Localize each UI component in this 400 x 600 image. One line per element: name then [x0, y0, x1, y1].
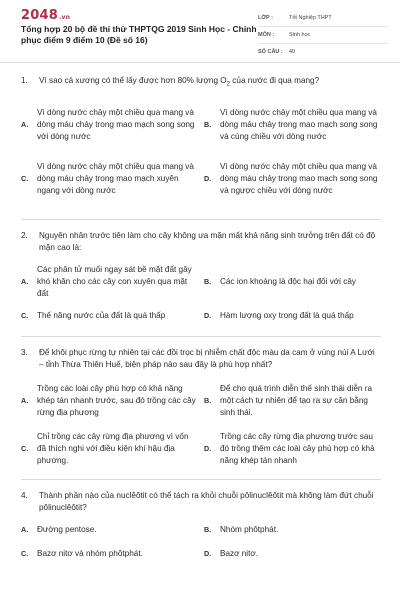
question-number: 4. [21, 490, 28, 500]
question-text-part: Vì sao cá xương có thể lấy được hơn 80% lượng O [39, 76, 227, 85]
option-text: Nhóm phôtphát. [220, 524, 279, 534]
meta-label: SỐ CÂU : [258, 49, 283, 55]
option-text: Thế năng nước của đất là quá thấp [37, 310, 166, 320]
option-b[interactable] [204, 524, 381, 536]
meta-row-subject [258, 27, 388, 44]
option-c[interactable] [21, 306, 198, 326]
option-c[interactable] [21, 429, 198, 469]
option-letter: B. [204, 524, 212, 534]
option-b[interactable] [204, 101, 381, 149]
question-text [39, 75, 381, 91]
option-letter: A. [21, 119, 29, 129]
question-number: 3. [21, 347, 28, 357]
question-2 [21, 230, 381, 337]
exam-meta [258, 10, 388, 60]
option-letter: A. [21, 276, 29, 286]
option-text: Các ion khoáng là độc hại đối với cây [220, 276, 356, 286]
option-letter: B. [204, 276, 212, 286]
question-text: Thành phần nào của nuclêôtit có thể tách ra khỏi chuỗi pôlinuclêôtit mà không làm đứt chuỗi pôlinuclêôtit? [39, 490, 374, 512]
option-text: Trồng các loài cây phù hợp có khả năng khép tán nhanh trước, sau đó trồng các cây rừng địa phương [37, 383, 196, 417]
meta-value: Sinh học [289, 32, 311, 38]
site-logo[interactable] [21, 8, 70, 23]
option-letter: C. [21, 173, 29, 183]
subscript: 2 [226, 81, 231, 88]
option-text: Hàm lượng oxy trong đất là quá thấp [220, 310, 354, 320]
meta-value: 40 [289, 49, 296, 55]
option-text: Đường pentose. [37, 524, 97, 534]
question-text: Để khôi phục rừng tự nhiên tại các đồi trọc bị nhiễm chất độc màu da cam ở vùng núi A Lưới – tỉnh Thừa Thiên Huế, biện pháp nào sau đây là phù hợp nhất? [39, 347, 375, 369]
option-text: Các phân tử muối ngay sát bề mặt đất gây khó khăn cho các cây con xuyên qua mặt đất [37, 264, 192, 298]
option-text: Trồng các cây rừng địa phương trước sau đó trồng thêm các loài cây phù hợp có khả năng khép tán nhanh [220, 431, 375, 465]
option-d[interactable] [204, 306, 381, 326]
option-letter: D. [204, 173, 212, 183]
option-d[interactable] [204, 548, 381, 560]
option-c[interactable] [21, 155, 198, 203]
option-text: Vì dòng nước chảy một chiều qua mang và dòng máu chảy trong mao mạch xuyên ngang với dòng nước [37, 161, 194, 195]
option-letter: D. [204, 310, 212, 320]
option-text: Vì dòng nước chảy một chiều qua mang và dòng máu chảy trong mao mạch song song và ngược chiều với dòng nước [220, 161, 378, 195]
exam-title: Tổng hợp 20 bộ đề thi thử THPTQG 2019 Sinh Học - Chinh phục điểm 9 điểm 10 (Đề số 16) [21, 24, 257, 45]
logo-text: 2048 [21, 8, 58, 23]
meta-value: Tốt Nghiệp THPT [289, 15, 332, 21]
question-1 [21, 75, 381, 220]
option-letter: C. [21, 310, 29, 320]
option-letter: C. [21, 443, 29, 453]
question-4 [21, 490, 381, 560]
option-text: Vì dòng nước chảy một chiều qua mang và dòng máu chảy trong mao mạch song song với dòng nước [37, 107, 195, 141]
question-text-part: của nước đi qua mang? [230, 76, 320, 85]
question-number: 1. [21, 76, 28, 85]
option-text: Vì dòng nước chảy một chiều qua mang và dòng máu chảy trong mao mạch song song và cùng chiều với dòng nước [220, 107, 378, 141]
question-list [0, 75, 400, 560]
option-b[interactable] [204, 381, 381, 421]
option-d[interactable] [204, 155, 381, 203]
question-number: 2. [21, 230, 28, 240]
option-a[interactable] [21, 524, 198, 536]
option-text: Bazơ nitơ. [220, 548, 259, 558]
option-text: Bazơ nitơ và nhóm phôtphát. [37, 548, 143, 558]
option-letter: B. [204, 119, 212, 129]
option-b[interactable] [204, 262, 381, 302]
option-a[interactable] [21, 262, 198, 302]
option-a[interactable] [21, 381, 198, 421]
option-letter: D. [204, 443, 212, 453]
option-letter: A. [21, 524, 29, 534]
meta-row-count [258, 44, 388, 60]
option-text: Chỉ trồng các cây rừng địa phương vì vốn đã thích nghi với điều kiện khí hậu địa phương. [37, 431, 189, 465]
logo-suffix: .vn [58, 14, 71, 21]
question-divider [21, 336, 381, 337]
option-letter: C. [21, 548, 29, 558]
option-text: Để cho quá trình diễn thế sinh thái diễn ra một cách tự nhiên để tạo ra sự cân bằng sinh thái. [220, 383, 373, 417]
option-c[interactable] [21, 548, 198, 560]
question-text: Nguyên nhân trước tiên làm cho cây không ưa mặn mất khả năng sinh trưởng trên đất có độ mặn cao là: [39, 230, 376, 252]
meta-label: LỚP : [258, 15, 273, 21]
question-divider [21, 219, 381, 220]
option-letter: A. [21, 395, 29, 405]
meta-label: MÔN : [258, 32, 275, 38]
option-d[interactable] [204, 429, 381, 469]
meta-row-class [258, 10, 388, 27]
option-a[interactable] [21, 101, 198, 149]
option-letter: B. [204, 395, 212, 405]
question-divider [21, 479, 381, 480]
option-letter: D. [204, 548, 212, 558]
page-header [0, 0, 400, 63]
question-3 [21, 347, 381, 480]
